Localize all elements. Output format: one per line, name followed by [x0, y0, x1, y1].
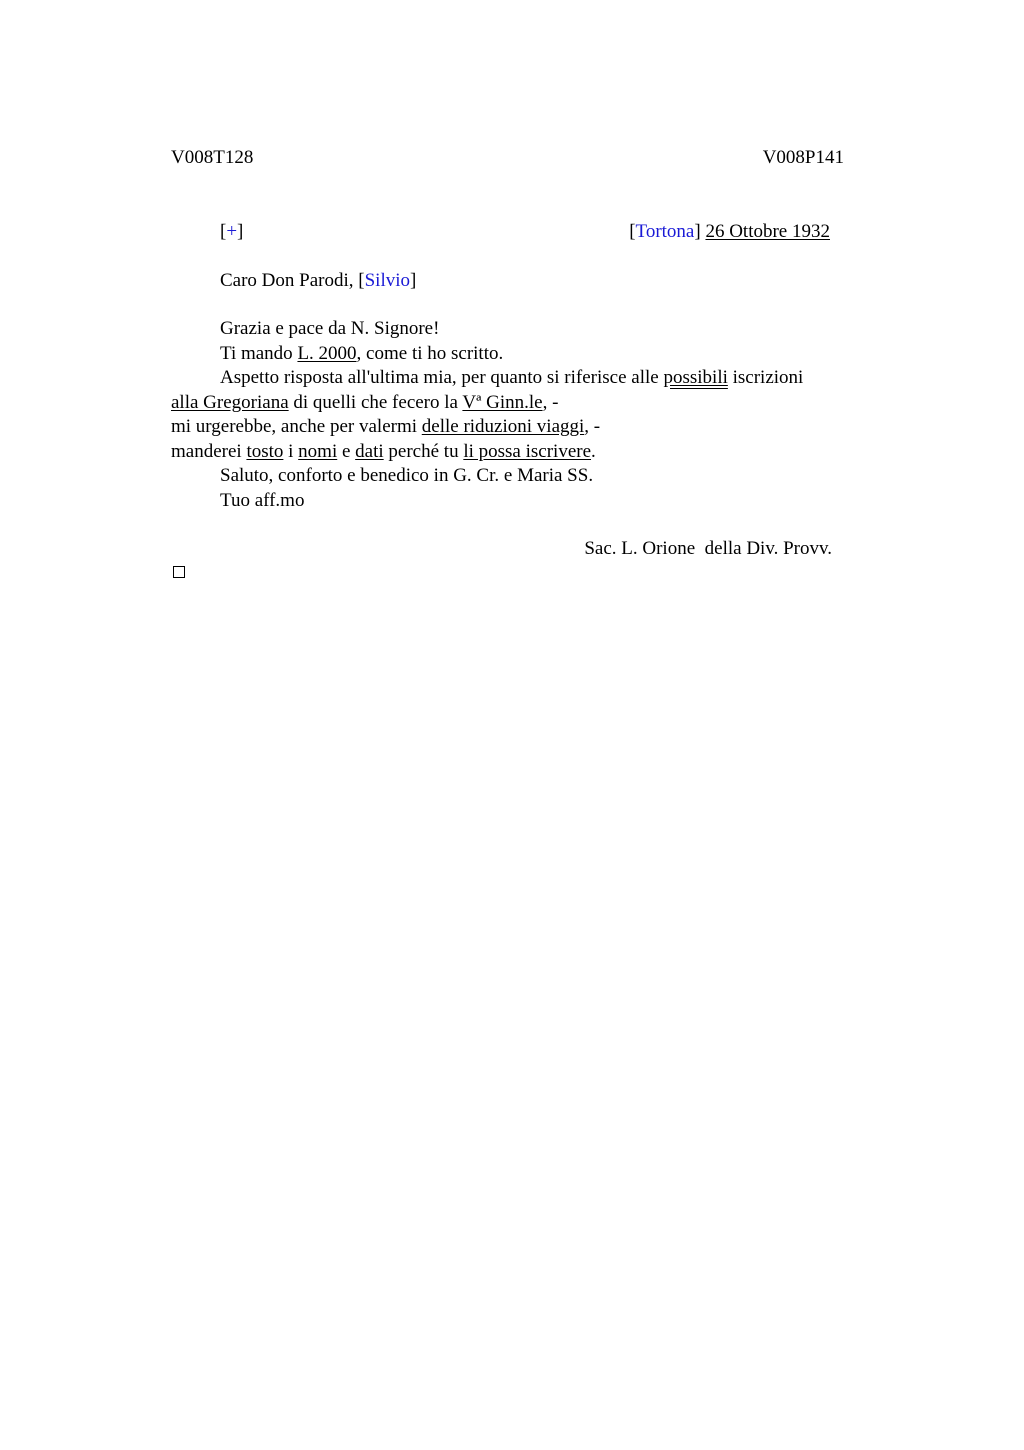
body-line-5: mi urgerebbe, anche per valermi delle riduzioni viaggi, - — [171, 416, 601, 437]
cross-marker: [+] — [220, 221, 244, 242]
body-line-1: Grazia e pace da N. Signore! — [220, 318, 440, 339]
body-line-3: Aspetto risposta all'ultima mia, per quanto si riferisce alle possibili iscrizioni — [220, 367, 804, 388]
body-line-2: Ti mando L. 2000, come ti ho scritto. — [220, 343, 504, 364]
body-line-4: alla Gregoriana di quelli che fecero la Vª Ginn.le, - — [171, 392, 559, 413]
checkbox-square-icon — [173, 566, 185, 578]
letter-date: 26 Ottobre 1932 — [705, 221, 830, 242]
place-date: [Tortona] 26 Ottobre 1932 — [629, 221, 830, 242]
cross-symbol: + — [226, 221, 238, 242]
closing: Tuo aff.mo — [220, 490, 305, 511]
body-line-7: Saluto, conforto e benedico in G. Cr. e Maria SS. — [220, 465, 594, 486]
document-code-left: V008T128 — [171, 147, 254, 168]
signature: Sac. L. Orione della Div. Provv. — [584, 538, 832, 559]
document-code-right: V008P141 — [762, 147, 844, 168]
place-name: Tortona — [635, 221, 695, 242]
salutation: Caro Don Parodi, [Silvio] — [220, 270, 417, 291]
recipient-name: Silvio — [364, 270, 410, 291]
body-line-6: manderei tosto i nomi e dati perché tu li possa iscrivere. — [171, 441, 596, 462]
